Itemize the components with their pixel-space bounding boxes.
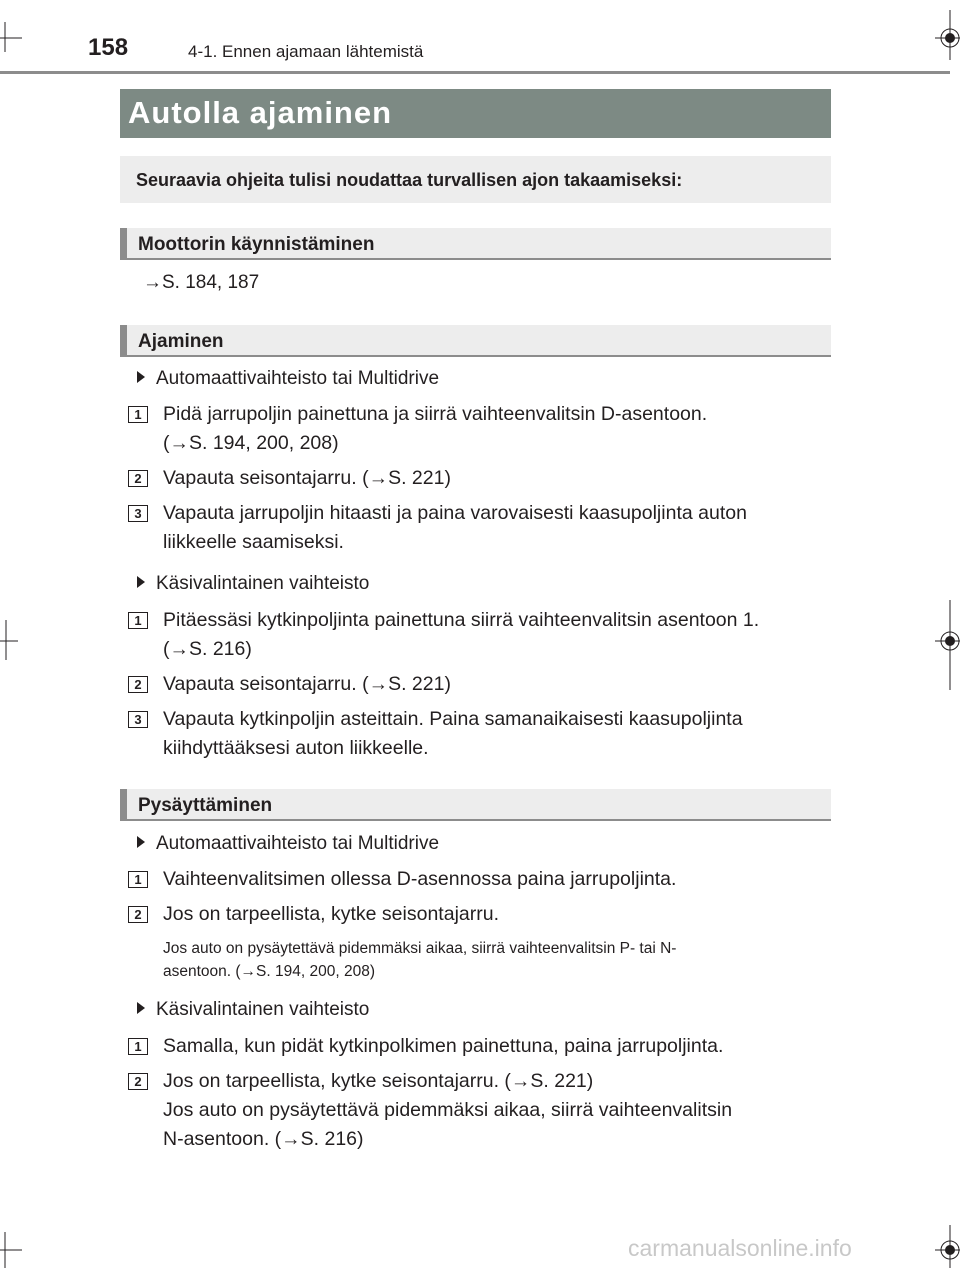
step-text: Vapauta seisontajarru. (→S. 221) (163, 467, 451, 489)
title-banner (120, 89, 831, 138)
intro-text: Seuraavia ohjeita tulisi noudattaa turvallisen ajon takaamiseksi: (136, 170, 683, 190)
page-reference: →S. 184, 187 (143, 272, 260, 293)
step-text-continued: N-asentoon. (→S. 216) (163, 1128, 364, 1150)
step-text: Vapauta seisontajarru. (→S. 221) (163, 673, 451, 695)
section-heading-stopping (120, 789, 831, 821)
subheading-auto-driving (137, 368, 439, 390)
step-number-badge: 2 (128, 676, 148, 693)
section-heading-text: Moottorin käynnistäminen (138, 234, 375, 255)
step-text: Vaihteenvalitsimen ollessa D-asennossa paina jarrupoljinta. (163, 868, 677, 890)
step-item (128, 606, 828, 664)
intro-box (120, 156, 831, 203)
chapter-title: 4-1. Ennen ajamaan lähtemistä (188, 42, 424, 61)
subheading-manual-driving (137, 573, 369, 595)
page-number: 158 (88, 34, 129, 61)
step-text: Jos on tarpeellista, kytke seisontajarru. (→S. 221) (163, 1070, 594, 1092)
note-line: asentoon. (→S. 194, 200, 208) (163, 963, 375, 980)
step-item (128, 1032, 828, 1061)
step-number-badge: 2 (128, 1073, 148, 1090)
triangle-bullet-icon (137, 371, 145, 383)
step-item (128, 1067, 828, 1154)
note-text (163, 937, 828, 983)
step-text-continued: liikkeelle saamiseksi. (163, 531, 344, 553)
step-text: Samalla, kun pidät kytkinpolkimen painettuna, paina jarrupoljinta. (163, 1035, 724, 1057)
page-title: Autolla ajaminen (128, 95, 393, 130)
subheading-manual-stopping (137, 999, 369, 1021)
step-text-continued: kiihdyttääksesi auton liikkeelle. (163, 737, 429, 759)
step-item (128, 705, 828, 763)
step-number-badge: 1 (128, 612, 148, 629)
step-number-badge: 1 (128, 871, 148, 888)
subheading-label: Automaattivaihteisto tai Multidrive (156, 833, 440, 854)
step-item (128, 865, 828, 894)
subheading-label: Automaattivaihteisto tai Multidrive (156, 368, 440, 389)
step-text-continued: (→S. 216) (163, 638, 252, 660)
step-item (128, 670, 828, 699)
step-text: Jos on tarpeellista, kytke seisontajarru. (163, 903, 499, 925)
note-line: Jos auto on pysäytettävä pidemmäksi aikaa, siirrä vaihteenvalitsin P- tai N- (163, 940, 677, 957)
step-item (128, 400, 828, 458)
section-heading-text: Ajaminen (138, 331, 224, 352)
section-heading-starting (120, 228, 831, 260)
triangle-bullet-icon (137, 576, 145, 588)
step-item (128, 900, 828, 929)
step-number-badge: 3 (128, 505, 148, 522)
triangle-bullet-icon (137, 836, 145, 848)
step-text: Pidä jarrupoljin painettuna ja siirrä vaihteenvalitsin D-asentoon. (163, 403, 708, 425)
step-text: Pitäessäsi kytkinpoljinta painettuna siirrä vaihteenvalitsin asentoon 1. (163, 609, 760, 631)
section-heading-driving (120, 325, 831, 357)
subheading-label: Käsivalintainen vaihteisto (156, 573, 370, 594)
step-number-badge: 1 (128, 1038, 148, 1055)
step-text-continued: Jos auto on pysäytettävä pidemmäksi aikaa, siirrä vaihteenvalitsin (163, 1099, 733, 1121)
step-number-badge: 3 (128, 711, 148, 728)
step-text: Vapauta jarrupoljin hitaasti ja paina varovaisesti kaasupoljinta auton (163, 502, 747, 524)
step-text: Vapauta kytkinpoljin asteittain. Paina samanaikaisesti kaasupoljinta (163, 708, 743, 730)
step-text-continued: (→S. 194, 200, 208) (163, 432, 339, 454)
step-item (128, 499, 828, 557)
step-item (128, 464, 828, 493)
subheading-auto-stopping (137, 833, 439, 855)
step-number-badge: 1 (128, 406, 148, 423)
triangle-bullet-icon (137, 1002, 145, 1014)
section-heading-text: Pysäyttäminen (138, 795, 273, 816)
watermark-text: carmanualsonline.info (628, 1235, 852, 1261)
header-rule (0, 71, 950, 74)
step-number-badge: 2 (128, 470, 148, 487)
subheading-label: Käsivalintainen vaihteisto (156, 999, 370, 1020)
step-number-badge: 2 (128, 906, 148, 923)
